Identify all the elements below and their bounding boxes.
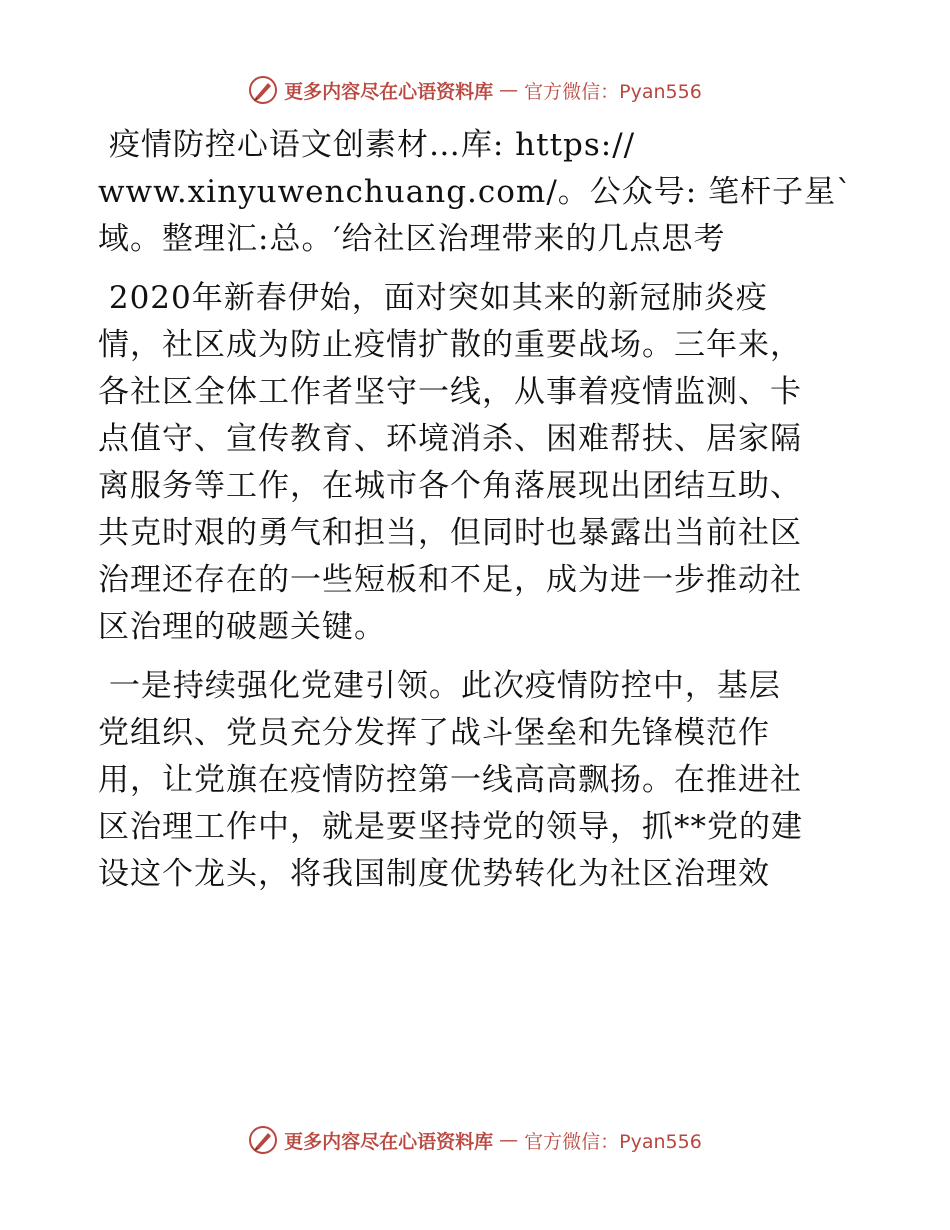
document-body xyxy=(98,122,858,910)
brush-logo-icon xyxy=(248,75,278,105)
watermark-separator: — xyxy=(499,79,519,101)
watermark-text: 更多内容尽在心语资料库 xyxy=(284,80,494,103)
brush-logo-icon xyxy=(248,1125,278,1155)
paragraph-point-one: 一是持续强化党建引领。此次疫情防控中，基层 党组织、党员充分发挥了战斗堡垒和先锋模范作 用，让党旗在疫情防控第一线高高飘扬。在推进社 区治理工作中，就是要坚持党的领导，抓**党的建 设这个龙头，将我国制度优势转化为社区治理效 xyxy=(98,668,803,892)
paragraph-title: 疫情防控心语文创素材…库: https:// www.xinyuwenchuang.com/。公众号: 笔杆子星` 域。整理汇:总。′给社区治理带来的几点思考 xyxy=(98,127,853,257)
paragraph-intro: 2020年新春伊始，面对突如其来的新冠肺炎疫 情，社区成为防止疫情扩散的重要战场。三年来， 各社区全体工作者坚守一线，从事着疫情监测、卡 点值守、宣传教育、环境消杀、困难帮扶、居家隔 离服务等工作，在城市各个角落展现出团结互助、 共克时艰的勇气和担当，但同时也暴露出当前社区 治理还存在的一些短板和不足，成为进一步推动社 区治理的破题关键。 xyxy=(98,280,802,645)
watermark-contact: 官方微信：Pyan556 xyxy=(524,80,702,103)
watermark-contact: 官方微信：Pyan556 xyxy=(524,1130,702,1153)
watermark-separator: — xyxy=(499,1129,519,1151)
footer-watermark xyxy=(0,1122,950,1158)
header-watermark xyxy=(0,72,950,108)
watermark-text: 更多内容尽在心语资料库 xyxy=(284,1130,494,1153)
